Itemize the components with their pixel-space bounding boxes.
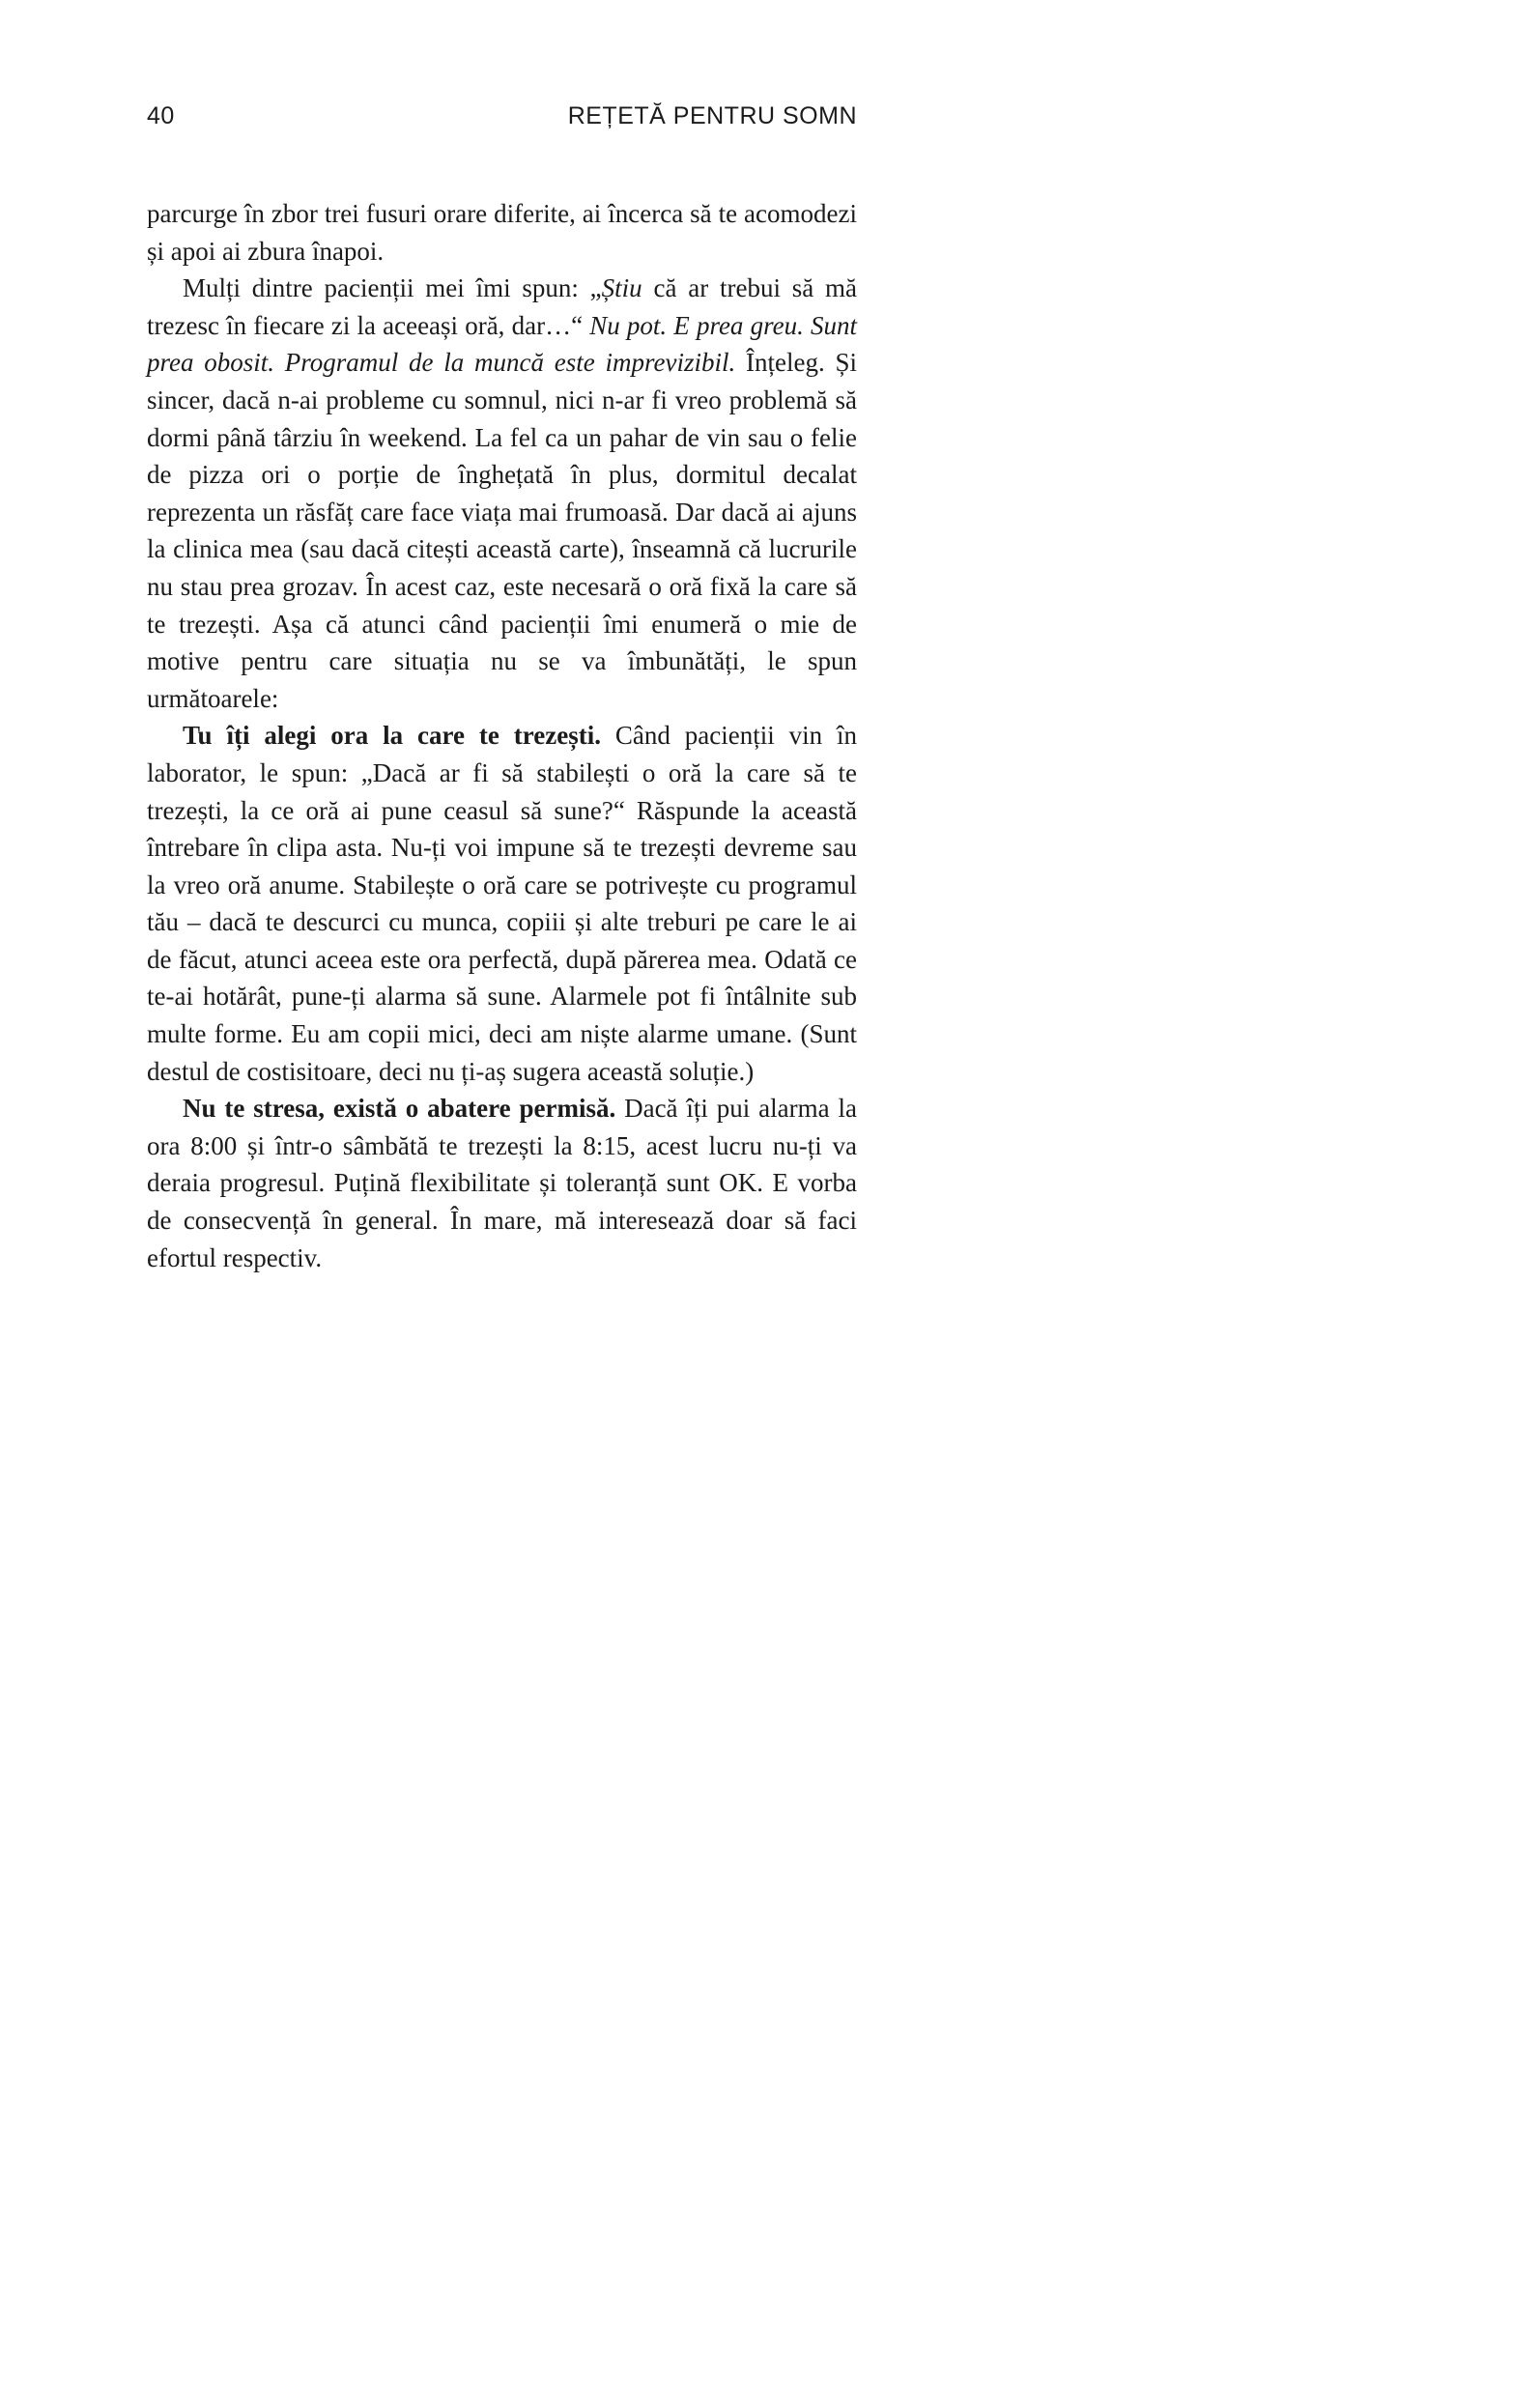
text-run: Nu te stresa, există o abatere permisă. [183, 1094, 616, 1124]
body-text-block [147, 195, 857, 1276]
text-run: Știu [601, 273, 642, 303]
text-run: Când pacienții vin în laborator, le spun: „Dacă ar fi să stabilești o oră la care să te trezești, la ce oră ai pune ceasul să sune?“ Răspunde la această întrebare în clipa asta. Nu-ți voi impune să te trezești devreme sau la vreo oră anume. Stabilește o oră care se potrivește cu programul tău – dacă te descurci cu munca, copiii și alte treburi pe care le ai de făcut, atunci aceea este ora perfectă, după părerea mea. Odată ce te-ai hotărât, pune-ți alarma să sune. Alarmele pot fi întâlnite sub multe forme. Eu am copii mici, deci am niște alarme umane. (Sunt destul de costisitoare, deci nu ți-aș sugera această soluție.) [147, 721, 858, 1086]
text-run: Nu pot. E prea greu. Sunt prea obosit. Programul de la muncă este imprevizibil. [147, 310, 857, 378]
text-run: Dacă îți pui alarma la ora 8:00 și într-o sâmbătă te trezești la 8:15, acest lucru nu-ți va deraia progresul. Puțină flexibilitate și toleranță sunt OK. E vorba de consecvență în general. În mare, mă interesează doar să faci efortul respectiv. [147, 1094, 857, 1272]
text-run: parcurge în zbor trei fusuri orare diferite, ai încerca să te acomodezi și apoi ai zbura înapoi. [147, 199, 857, 266]
paragraph [147, 1090, 857, 1276]
page-header [147, 102, 857, 130]
page-number: 40 [147, 102, 175, 129]
text-run: Mulți dintre pacienții mei îmi spun: „ [183, 273, 602, 303]
text-run: că ar trebui să mă trezesc în fiecare zi la aceeași oră, dar…“ [147, 273, 857, 340]
paragraph [147, 195, 857, 270]
paragraph [147, 270, 857, 717]
paragraph [147, 717, 857, 1090]
text-run: Înțeleg. Și sincer, dacă n-ai probleme cu somnul, nici n-ar fi vreo problemă să dormi până târziu în weekend. La fel ca un pahar de vin sau o felie de pizza ori o porție de înghețată în plus, dormitul decalat reprezenta un răsfăț care face viața mai frumoasă. Dar dacă ai ajuns la clinica mea (sau dacă citești această carte), înseamnă că lucrurile nu stau prea grozav. În acest caz, este necesară o oră fixă la care să te trezești. Așa că atunci când pacienții îmi enumeră o mie de motive pentru care situația nu se va îmbunătăți, le spun următoarele: [147, 348, 857, 713]
running-header-title: REȚETĂ PENTRU SOMN [567, 102, 857, 129]
text-run: Tu îți alegi ora la care te trezești. [183, 721, 601, 751]
